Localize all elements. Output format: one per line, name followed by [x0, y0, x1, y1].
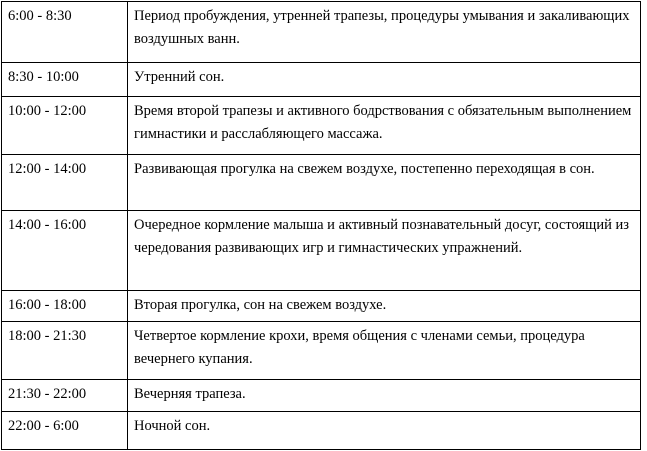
activity-cell: Период пробуждения, утренней трапезы, процедуры умывания и закаливающих воздушных ванн.: [128, 2, 641, 63]
activity-cell: Время второй трапезы и активного бодрствования с обязательным выполнением гимнастики и расслабляющего массажа.: [128, 97, 641, 155]
time-cell: 22:00 - 6:00: [2, 412, 128, 450]
table-row: [2, 380, 641, 412]
table-row: [2, 63, 641, 97]
table-row: [2, 322, 641, 380]
table-row: [2, 97, 641, 155]
table-row: [2, 155, 641, 211]
time-cell: 16:00 - 18:00: [2, 291, 128, 322]
activity-cell: Четвертое кормление крохи, время общения с членами семьи, процедура вечернего купания.: [128, 322, 641, 380]
table-row: [2, 211, 641, 291]
activity-cell: Развивающая прогулка на свежем воздухе, постепенно переходящая в сон.: [128, 155, 641, 211]
schedule-table: [1, 1, 641, 450]
activity-cell: Вторая прогулка, сон на свежем воздухе.: [128, 291, 641, 322]
activity-cell: Очередное кормление малыша и активный познавательный досуг, состоящий из чередования развивающих игр и гимнастических упражнений.: [128, 211, 641, 291]
activity-cell: Ночной сон.: [128, 412, 641, 450]
time-cell: 8:30 - 10:00: [2, 63, 128, 97]
table-row: [2, 2, 641, 63]
time-cell: 12:00 - 14:00: [2, 155, 128, 211]
table-row: [2, 291, 641, 322]
activity-cell: Утренний сон.: [128, 63, 641, 97]
time-cell: 14:00 - 16:00: [2, 211, 128, 291]
table-row: [2, 412, 641, 450]
time-cell: 10:00 - 12:00: [2, 97, 128, 155]
time-cell: 21:30 - 22:00: [2, 380, 128, 412]
activity-cell: Вечерняя трапеза.: [128, 380, 641, 412]
time-cell: 6:00 - 8:30: [2, 2, 128, 63]
time-cell: 18:00 - 21:30: [2, 322, 128, 380]
